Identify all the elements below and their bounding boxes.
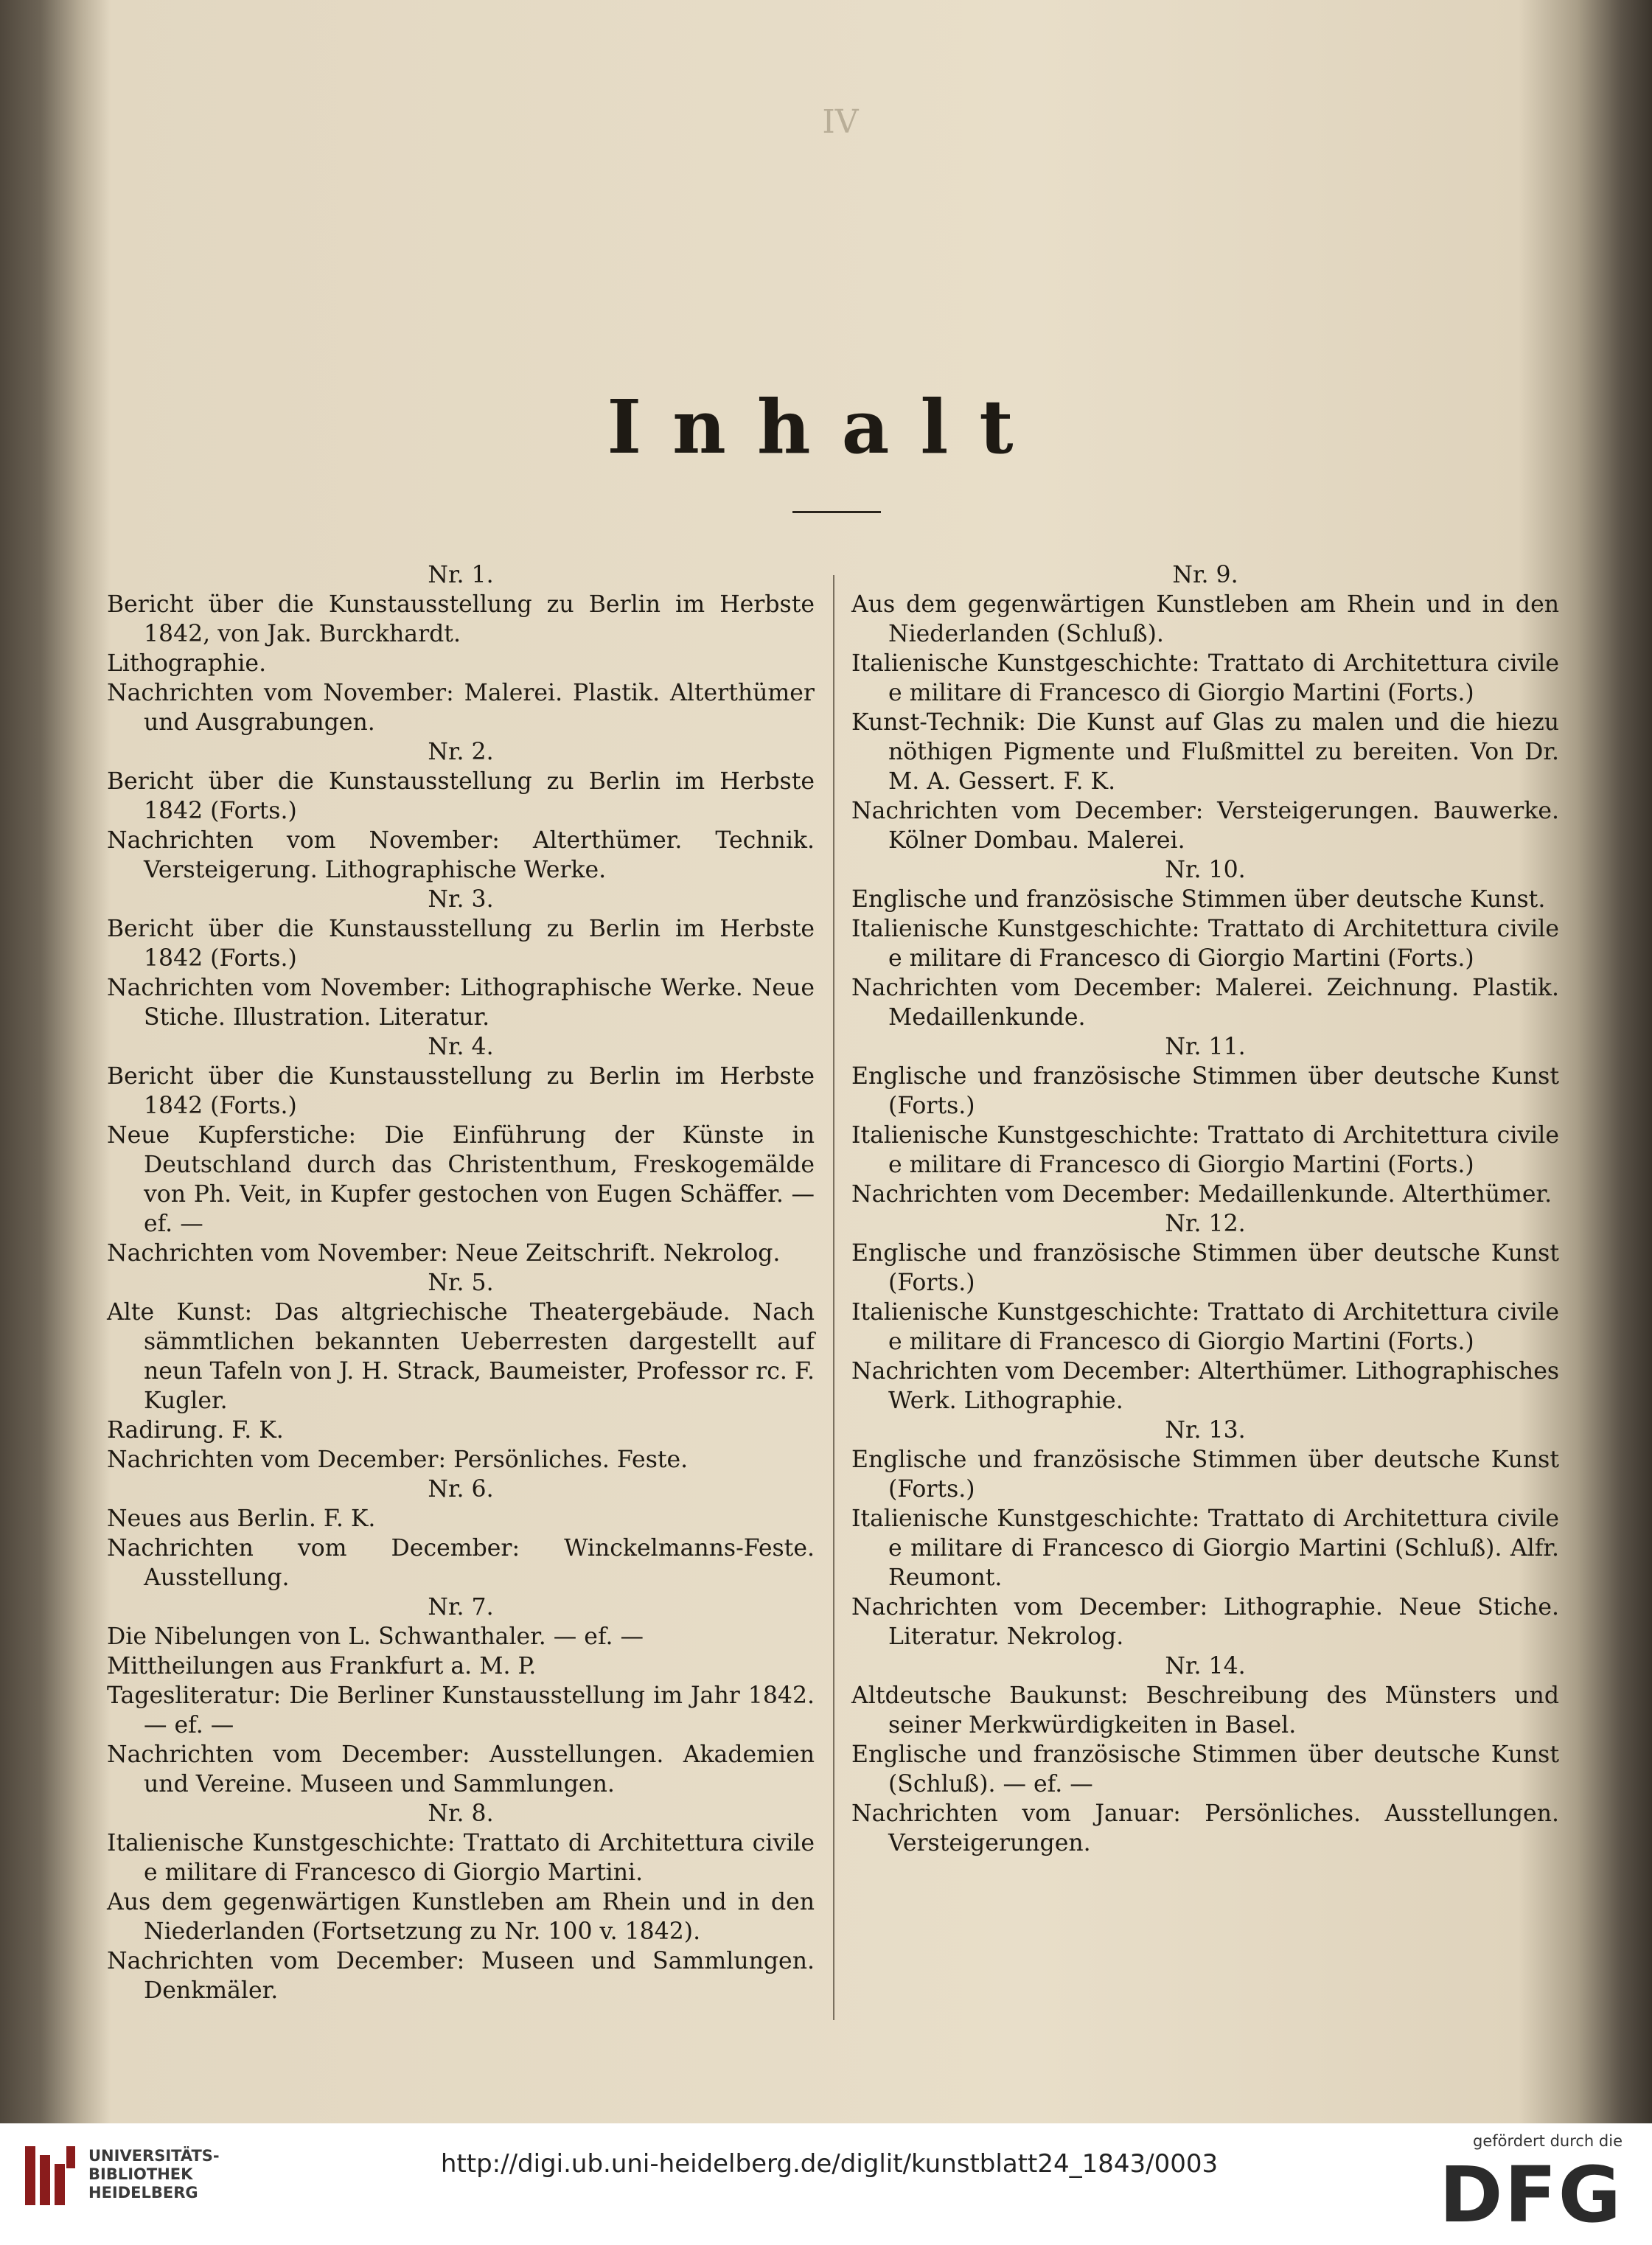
toc-entry: Italienische Kunstgeschichte: Trattato di Architettura civile e militare di Francesco di Giorgio Martini (Schluß). Alfr. Reumont. bbox=[851, 1506, 1559, 1591]
toc-entry: Radirung. F. K. bbox=[107, 1417, 284, 1444]
toc-entry: Neue Kupferstiche: Die Einführung der Künste in Deutschland durch das Christenthum, Freskogemälde von Ph. Veit, in Kupfer gestochen von Eugen Schäffer. — ef. — bbox=[107, 1122, 815, 1237]
toc-entry: Nachrichten vom December: Museen und Sammlungen. Denkmäler. bbox=[107, 1948, 815, 2004]
toc-entry: Alte Kunst: Das altgriechische Theatergebäude. Nach sämmtlichen bekannten Ueberresten dargestellt auf neun Tafeln von J. H. Strack, Baumeister, Professor rc. F. Kugler. bbox=[107, 1299, 815, 1414]
toc-section bbox=[851, 1209, 1559, 1416]
toc-section bbox=[107, 1032, 815, 1268]
toc-entry: Bericht über die Kunstausstellung zu Berlin im Herbste 1842 (Forts.) bbox=[107, 768, 815, 824]
toc-left-column bbox=[107, 560, 815, 2005]
issue-number: Nr. 12. bbox=[1165, 1211, 1246, 1237]
footer-bar bbox=[0, 2123, 1652, 2245]
toc-entry: Englische und französische Stimmen über deutsche Kunst (Schluß). — ef. — bbox=[851, 1741, 1559, 1797]
issue-number: Nr. 6. bbox=[428, 1476, 494, 1503]
issue-number: Nr. 7. bbox=[428, 1594, 494, 1621]
toc-section bbox=[107, 1268, 815, 1475]
issue-number: Nr. 8. bbox=[428, 1800, 494, 1827]
toc-entry: Englische und französische Stimmen über deutsche Kunst. bbox=[851, 886, 1546, 913]
issue-number: Nr. 11. bbox=[1165, 1034, 1246, 1060]
toc-entry: Kunst-Technik: Die Kunst auf Glas zu malen und die hiezu nöthigen Pigmente und Flußmittel zu bereiten. Von Dr. M. A. Gessert. F. K. bbox=[851, 709, 1559, 795]
toc-entry: Nachrichten vom December: Winckelmanns-Feste. Ausstellung. bbox=[107, 1535, 815, 1591]
toc-entry: Aus dem gegenwärtigen Kunstleben am Rhein und in den Niederlanden (Schluß). bbox=[851, 591, 1559, 647]
toc-section bbox=[107, 1475, 815, 1593]
toc-section bbox=[107, 1593, 815, 1799]
toc-entry: Bericht über die Kunstausstellung zu Berlin im Herbste 1842, von Jak. Burckhardt. bbox=[107, 591, 815, 647]
toc-section bbox=[107, 1799, 815, 2005]
toc-entry: Englische und französische Stimmen über deutsche Kunst (Forts.) bbox=[851, 1063, 1559, 1119]
toc-section bbox=[107, 560, 815, 737]
toc-entry: Nachrichten vom November: Malerei. Plastik. Alterthümer und Ausgrabungen. bbox=[107, 680, 815, 736]
issue-number: Nr. 1. bbox=[428, 562, 494, 588]
toc-entry: Die Nibelungen von L. Schwanthaler. — ef. — bbox=[107, 1623, 644, 1650]
toc-entry: Englische und französische Stimmen über deutsche Kunst (Forts.) bbox=[851, 1447, 1559, 1503]
issue-number: Nr. 10. bbox=[1165, 857, 1246, 883]
toc-entry: Nachrichten vom December: Medaillenkunde. Alterthümer. bbox=[851, 1181, 1552, 1208]
toc-section bbox=[851, 1651, 1559, 1858]
issue-number: Nr. 14. bbox=[1165, 1653, 1246, 1680]
toc-entry: Nachrichten vom November: Neue Zeitschrift. Nekrolog. bbox=[107, 1240, 781, 1267]
toc-section bbox=[851, 1416, 1559, 1651]
issue-number: Nr. 2. bbox=[428, 739, 494, 765]
toc-entry: Neues aus Berlin. F. K. bbox=[107, 1506, 376, 1532]
toc-entry: Altdeutsche Baukunst: Beschreibung des Münsters und seiner Merkwürdigkeiten in Basel. bbox=[851, 1682, 1559, 1738]
toc-entry: Mittheilungen aus Frankfurt a. M. P. bbox=[107, 1653, 537, 1680]
university-library-name bbox=[88, 2147, 220, 2202]
issue-number: Nr. 9. bbox=[1172, 562, 1238, 588]
toc-entry: Nachrichten vom November: Alterthümer. Technik. Versteigerung. Lithographische Werke. bbox=[107, 827, 815, 883]
toc-entry: Nachrichten vom December: Ausstellungen. Akademien und Vereine. Museen und Sammlungen. bbox=[107, 1741, 815, 1797]
toc-entry: Aus dem gegenwärtigen Kunstleben am Rhein und in den Niederlanden (Fortsetzung zu Nr. 100 v. 1842). bbox=[107, 1889, 815, 1945]
toc-entry: Italienische Kunstgeschichte: Trattato di Architettura civile e militare di Francesco di Giorgio Martini (Forts.) bbox=[851, 650, 1559, 706]
toc-entry: Bericht über die Kunstausstellung zu Berlin im Herbste 1842 (Forts.) bbox=[107, 1063, 815, 1119]
toc-entry: Italienische Kunstgeschichte: Trattato di Architettura civile e militare di Francesco di Giorgio Martini. bbox=[107, 1830, 815, 1886]
page-title: Inhalt bbox=[607, 383, 1045, 470]
toc-entry: Englische und französische Stimmen über deutsche Kunst (Forts.) bbox=[851, 1240, 1559, 1296]
toc-entry: Italienische Kunstgeschichte: Trattato di Architettura civile e militare di Francesco di Giorgio Martini (Forts.) bbox=[851, 916, 1559, 972]
toc-section bbox=[107, 737, 815, 885]
toc-entry: Nachrichten vom December: Lithographie. Neue Stiche. Literatur. Nekrolog. bbox=[851, 1594, 1559, 1650]
toc-right-column bbox=[851, 560, 1559, 1858]
library-line: HEIDELBERG bbox=[88, 2184, 198, 2202]
toc-entry: Italienische Kunstgeschichte: Trattato di Architettura civile e militare di Francesco di Giorgio Martini (Forts.) bbox=[851, 1299, 1559, 1355]
toc-entry: Nachrichten vom December: Persönliches. Feste. bbox=[107, 1447, 689, 1473]
toc-section bbox=[107, 885, 815, 1032]
toc-section bbox=[851, 560, 1559, 855]
title-rule bbox=[792, 511, 881, 513]
library-line: UNIVERSITÄTS- bbox=[88, 2147, 220, 2165]
toc-entry: Italienische Kunstgeschichte: Trattato di Architettura civile e militare di Francesco di Giorgio Martini (Forts.) bbox=[851, 1122, 1559, 1178]
toc-section bbox=[851, 1032, 1559, 1209]
column-divider bbox=[833, 575, 834, 2020]
library-line: BIBLIOTHEK bbox=[88, 2165, 193, 2183]
toc-entry: Nachrichten vom November: Lithographische Werke. Neue Stiche. Illustration. Literatur. bbox=[107, 975, 815, 1031]
toc-entry: Nachrichten vom December: Versteigerungen. Bauwerke. Kölner Dombau. Malerei. bbox=[851, 798, 1559, 854]
sponsor-caption: gefördert durch die bbox=[1473, 2132, 1623, 2150]
toc-entry: Nachrichten vom December: Alterthümer. Lithographisches Werk. Lithographie. bbox=[851, 1358, 1559, 1414]
issue-number: Nr. 5. bbox=[428, 1270, 494, 1296]
dfg-logo: DFG bbox=[1439, 2150, 1623, 2240]
page-number: IV bbox=[822, 103, 859, 141]
toc-entry: Nachrichten vom December: Malerei. Zeichnung. Plastik. Medaillenkunde. bbox=[851, 975, 1559, 1031]
issue-number: Nr. 3. bbox=[428, 886, 494, 913]
issue-number: Nr. 13. bbox=[1165, 1417, 1246, 1444]
toc-entry: Bericht über die Kunstausstellung zu Berlin im Herbste 1842 (Forts.) bbox=[107, 916, 815, 972]
toc-entry: Tagesliteratur: Die Berliner Kunstausstellung im Jahr 1842. — ef. — bbox=[107, 1682, 815, 1738]
permalink-url[interactable]: http://digi.ub.uni-heidelberg.de/diglit/kunstblatt24_1843/0003 bbox=[440, 2149, 1219, 2179]
university-library-logo-icon bbox=[21, 2142, 80, 2210]
toc-section bbox=[851, 855, 1559, 1032]
toc-entry: Lithographie. bbox=[107, 650, 267, 677]
toc-entry: Nachrichten vom Januar: Persönliches. Ausstellungen. Versteigerungen. bbox=[851, 1800, 1559, 1856]
issue-number: Nr. 4. bbox=[428, 1034, 494, 1060]
